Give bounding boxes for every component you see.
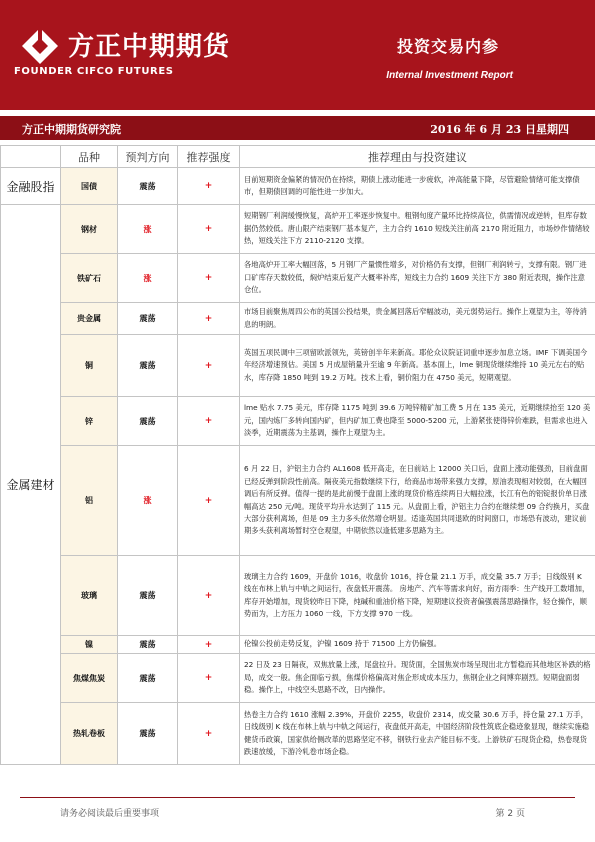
logo-name-en: FOUNDER CIFCO FUTURES	[14, 66, 174, 77]
report-date: 2016 年 6 月 23 日星期四	[430, 123, 569, 136]
table-header-row	[1, 146, 595, 168]
header-banner	[0, 0, 595, 110]
table-row	[1, 703, 595, 765]
footer-divider	[20, 797, 575, 798]
direction-cell: 震荡	[118, 556, 178, 636]
variety-cell: 镍	[61, 636, 118, 654]
report-title-en: Internal Investment Report	[386, 70, 513, 81]
table-row	[1, 254, 595, 303]
table-row	[1, 168, 595, 205]
direction-cell: 涨	[118, 205, 178, 254]
footer-notice: 请务必阅读最后重要事项	[60, 809, 160, 819]
strength-cell: +	[178, 446, 240, 556]
reason-cell: 玻璃主力合约 1609，开盘价 1016，收盘价 1016，持仓量 21.1 万手，成交量 35.7 万手；日线级别 K 线在布林上轨与中轨之间运行，夜盘低开震荡。 房地产、汽车等需求向好，南方雨季：生产线开工数增加，库存开始增加，现货较昨日下降，纯碱和重油价格下降，短期建议投资者偏强震荡思路操作，轻仓操作，顺势而为，上方压力 1060 一线，下方支撑 970 一线。	[240, 556, 595, 636]
strength-cell: +	[178, 168, 240, 205]
strength-cell: +	[178, 636, 240, 654]
strength-cell: +	[178, 335, 240, 397]
category-cell: 金属建材	[1, 205, 61, 765]
recommendation-table	[0, 145, 595, 765]
reason-cell: 英国五项民调中三项留欧派领先，英镑创半年来新高。耶伦众议院证词重申逐步加息立场。IMF 下调美国今年经济增速预估。美国 5 月成屋销量升至逾 9 年新高。基本面上，lme 铜现货继续维持 10 美元左右的贴水，库存降 1850 吨到 19.2 万吨。技术上看，铜价阻力在 4750 美元，短期观望。	[240, 335, 595, 397]
header-direction: 预判方向	[118, 146, 178, 168]
table-row	[1, 556, 595, 636]
strength-cell: +	[178, 254, 240, 303]
header-category	[1, 146, 61, 168]
reason-cell: lme 贴水 7.75 美元，库存降 1175 吨到 39.6 万吨锌精矿加工费 5 月在 135 美元，近期继续抬至 120 美元，国内炼厂多转向国内矿，但内矿加工费也降至 5000-5200 元，上游紧张使得锌价难跌，但需求也进入淡季，近期震荡为主基调，操作上观望为主。	[240, 397, 595, 446]
category-cell: 金融股指	[1, 168, 61, 205]
table-row	[1, 636, 595, 654]
reason-cell: 目前短期资金偏紧的情况仍在持续，期债上涨动能进一步疲软，冲高能量下降，尽管避险情绪可能支撑债市，但期债回调的可能性进一步加大。	[240, 168, 595, 205]
direction-cell: 震荡	[118, 703, 178, 765]
report-title-cn: 投资交易内参	[396, 37, 499, 56]
reason-cell: 22 日及 23 日隔夜，双焦放量上涨，尾盘拉升。现货面，全国焦炭市场呈现出北方暂稳而其他地区补跌的格局，成交一般。焦企面临亏损，焦煤价格偏高对焦企形成成本压力，焦钢企业之间博弈剧烈。短期盘面弱稳。操作上，中线空头思路不改，日内操作。	[240, 654, 595, 703]
reason-cell: 伦镍公投前走势反复，沪镍 1609 持于 71500 上方仍偏强。	[240, 636, 595, 654]
variety-cell: 国债	[61, 168, 118, 205]
table-row	[1, 446, 595, 556]
variety-cell: 铜	[61, 335, 118, 397]
strength-cell: +	[178, 703, 240, 765]
table-row	[1, 303, 595, 335]
table-row	[1, 654, 595, 703]
direction-cell: 震荡	[118, 303, 178, 335]
variety-cell: 贵金属	[61, 303, 118, 335]
page-number: 第 2 页	[495, 809, 525, 819]
reason-cell: 热卷主力合约 1610 涨幅 2.39%，开盘价 2255，收盘价 2314，成交量 30.6 万手，持仓量 27.1 万手，日线级别 K 线在布林上轨与中轨之间运行，夜盘低开高走，中国经济阶段性筑底企稳迹象显现，继续实施稳健货币政策，国家供给侧改革的思路坚定不移，钢铁行业去产能目标不变。上游铁矿石现货企稳，热卷现货跌速放缓，下游冷轧卷市场企稳。	[240, 703, 595, 765]
variety-cell: 钢材	[61, 205, 118, 254]
variety-cell: 焦煤焦炭	[61, 654, 118, 703]
reason-cell: 短期钢厂利润缓慢恢复，高炉开工率逐步恢复中。粗钢旬度产量环比持续高位，供需情况或逆转，但库存数据仍然较低。唐山限产结束钢厂基本复产，主力合约 1610 短线关注前高 2170 附近阻力，市场炒作情绪较热，短线关注下方 2110-2120 支撑。	[240, 205, 595, 254]
direction-cell: 震荡	[118, 397, 178, 446]
strength-cell: +	[178, 205, 240, 254]
strength-cell: +	[178, 556, 240, 636]
founder-logo-icon	[20, 26, 60, 66]
direction-cell: 震荡	[118, 654, 178, 703]
direction-cell: 震荡	[118, 168, 178, 205]
institute-name: 方正中期期货研究院	[22, 123, 121, 136]
header-reason: 推荐理由与投资建议	[240, 146, 595, 168]
variety-cell: 铁矿石	[61, 254, 118, 303]
table-row	[1, 397, 595, 446]
variety-cell: 玻璃	[61, 556, 118, 636]
variety-cell: 铝	[61, 446, 118, 556]
strength-cell: +	[178, 303, 240, 335]
direction-cell: 震荡	[118, 335, 178, 397]
logo-name-cn: 方正中期期货	[68, 32, 231, 62]
reason-cell: 市场目前聚焦周四公布的英国公投结果，贵金属回落后窄幅波动，美元弱势运行。操作上观望为主，等待消息的明朗。	[240, 303, 595, 335]
institute-bar	[0, 116, 595, 140]
reason-cell: 各地高炉开工率大幅回落，5 月钢厂产量惯性增多，对价格仍有支撑，但钢厂利润转亏，支撑有限。钢厂进口矿库存天数较低，焖炉结束后复产大概率补库，短线主力合约 1609 关注下方 380 附近表现，操作注意仓位。	[240, 254, 595, 303]
direction-cell: 涨	[118, 254, 178, 303]
variety-cell: 热轧卷板	[61, 703, 118, 765]
table-row	[1, 335, 595, 397]
variety-cell: 锌	[61, 397, 118, 446]
strength-cell: +	[178, 397, 240, 446]
header-strength: 推荐强度	[178, 146, 240, 168]
table-row	[1, 205, 595, 254]
reason-cell: 6 月 22 日，沪铝主力合约 AL1608 低开高走，在日前站上 12000 关口后，盘面上涨动能强劲，目前盘面已经反弹到阶段性前高。隔夜美元指数继续下行，给商品市场带来强力支撑，原油表现相对较弱，在大幅回调后有所反弹。值得一提的是此前慢于盘面上涨的现货价格连续两日大幅拉涨，长江有色的铝锭报价单日涨幅高达 250 元/吨。现货平均升水达到了 115 元。从盘面上看，沪铝主力合约在继续想 09 合约换月，买盘大部分获利离场，但是 09 主力多头依然增仓明显。适逢英国共同退欧的时间窗口，市场恐有波动，建议前期多头获利离场暂时空仓观望，中期依然以逢低建多思路为主。	[240, 446, 595, 556]
header-variety: 品种	[61, 146, 118, 168]
direction-cell: 震荡	[118, 636, 178, 654]
strength-cell: +	[178, 654, 240, 703]
direction-cell: 涨	[118, 446, 178, 556]
